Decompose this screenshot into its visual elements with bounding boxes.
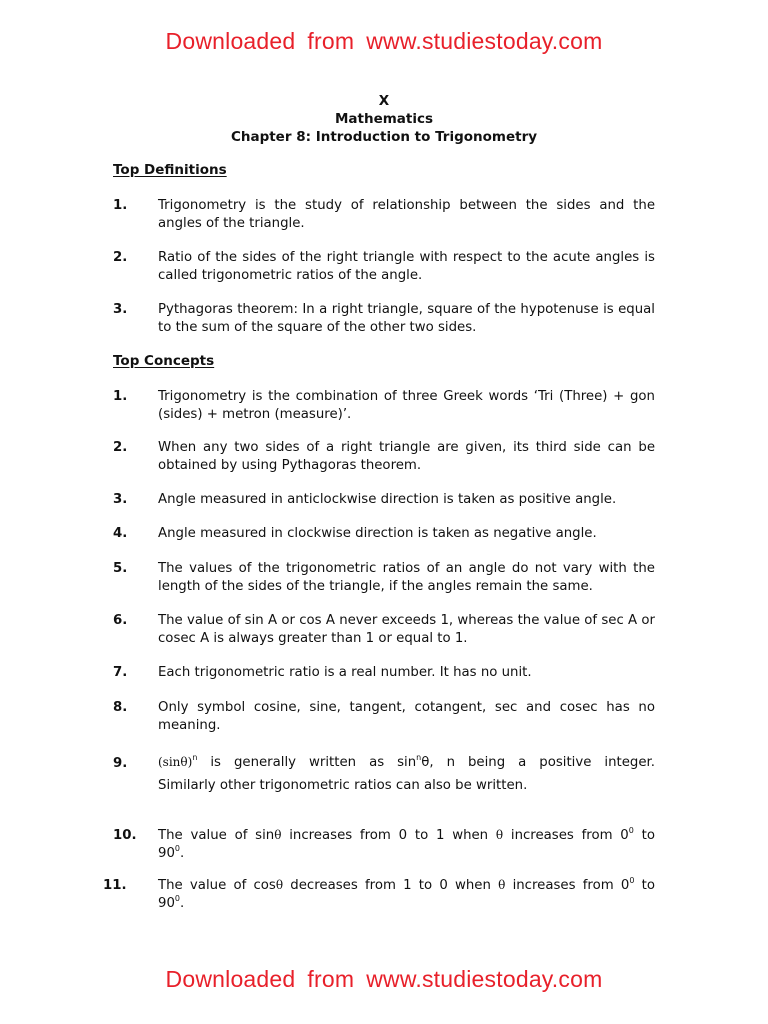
item-text-part: 90	[158, 845, 175, 861]
item-text	[158, 751, 655, 797]
top-download-banner	[0, 28, 768, 55]
item-text	[158, 877, 655, 912]
item-text-part: to	[633, 828, 655, 843]
item-text: Pythagoras theorem: In a right triangle, square of the hypotenuse is equal to the sum of the square of the other two sides.	[158, 302, 655, 335]
theta-symbol: θ	[275, 878, 284, 892]
item-text: Angle measured in anticlockwise direction is taken as positive angle.	[158, 492, 617, 507]
theta-symbol: θ	[495, 828, 504, 842]
item-text-line	[158, 877, 655, 895]
item-text-part: to	[634, 878, 656, 893]
item-text	[158, 827, 655, 862]
item-text-line: Similarly other trigonometric ratios can also be written.	[158, 778, 528, 793]
item-number: 8.	[113, 700, 128, 715]
degree-superscript: 0	[174, 843, 181, 853]
exponent-n: n	[192, 753, 198, 762]
item-text-part: The value of cos	[158, 878, 276, 893]
class-label: X	[378, 93, 390, 109]
item-number: 3.	[113, 302, 128, 317]
theta-symbol: θ	[274, 828, 282, 842]
item-number: 4.	[113, 526, 128, 541]
item-text-part: θ, n being a positive integer.	[421, 755, 655, 770]
item-text: The value of sin A or cos A never exceeds 1, whereas the value of sec A or cosec A is always greater than 1 or equal to 1.	[158, 613, 655, 646]
sin-power-expression: (sinθ)	[158, 755, 193, 769]
item-text-part: .	[180, 895, 185, 911]
banner-word-from: from	[307, 966, 355, 992]
item-text-part: increases from 0	[503, 828, 629, 843]
item-text-part: is generally written as sin	[197, 755, 417, 770]
item-text-part: decreases from 1 to 0 when	[283, 878, 499, 893]
item-number: 2.	[113, 250, 128, 265]
item-text: Only symbol cosine, sine, tangent, cotangent, sec and cosec has no meaning.	[158, 700, 655, 733]
item-text: Each trigonometric ratio is a real number. It has no unit.	[158, 665, 532, 680]
banner-word-downloaded: Downloaded	[165, 28, 296, 54]
banner-site-link[interactable]: www.studiestoday.com	[366, 966, 603, 992]
exponent-n: n	[416, 753, 422, 762]
banner-word-downloaded: Downloaded	[165, 966, 296, 992]
item-text: When any two sides of a right triangle are given, its third side can be obtained by using Pythagoras theorem.	[158, 440, 655, 473]
item-text-part: 90	[158, 895, 175, 911]
item-number: 10.	[113, 828, 137, 843]
item-text-line	[158, 827, 655, 845]
banner-word-from: from	[307, 28, 355, 54]
item-text-part: .	[180, 845, 185, 861]
item-number: 1.	[113, 389, 128, 404]
degree-superscript: 0	[628, 826, 634, 835]
item-number: 3.	[113, 492, 128, 507]
item-text-part: The value of sin	[158, 828, 275, 843]
subject-title: Mathematics	[334, 111, 434, 127]
item-number: 2.	[113, 440, 128, 455]
item-number: 5.	[113, 561, 128, 576]
item-number: 1.	[113, 198, 128, 213]
item-text: Trigonometry is the study of relationship between the sides and the angles of the triangle.	[158, 198, 655, 231]
concepts-heading: Top Concepts	[113, 353, 215, 369]
definitions-heading: Top Definitions	[113, 162, 227, 178]
item-text: Trigonometry is the combination of three Greek words ‘Tri (Three) + gon (sides) + metron (measure)’.	[158, 389, 655, 422]
item-text: Ratio of the sides of the right triangle with respect to the acute angles is called trigonometric ratios of the angle.	[158, 250, 655, 283]
bottom-download-banner	[0, 966, 768, 993]
degree-superscript: 0	[629, 876, 635, 885]
item-number: 11.	[103, 878, 127, 893]
theta-symbol: θ	[498, 878, 506, 892]
item-text-line	[158, 751, 655, 774]
chapter-title: Chapter 8: Introduction to Trigonometry	[230, 129, 538, 145]
item-text-part: increases from 0 to 1 when	[281, 828, 496, 843]
banner-site-link[interactable]: www.studiestoday.com	[366, 28, 603, 54]
item-text-part: increases from 0	[505, 878, 630, 893]
degree-superscript: 0	[174, 893, 181, 903]
item-number: 9.	[113, 756, 128, 771]
item-number: 6.	[113, 613, 128, 628]
item-text: The values of the trigonometric ratios of an angle do not vary with the length of the sides of the triangle, if the angles remain the same.	[158, 561, 655, 594]
item-number: 7.	[113, 665, 128, 680]
item-text: Angle measured in clockwise direction is taken as negative angle.	[158, 526, 597, 541]
